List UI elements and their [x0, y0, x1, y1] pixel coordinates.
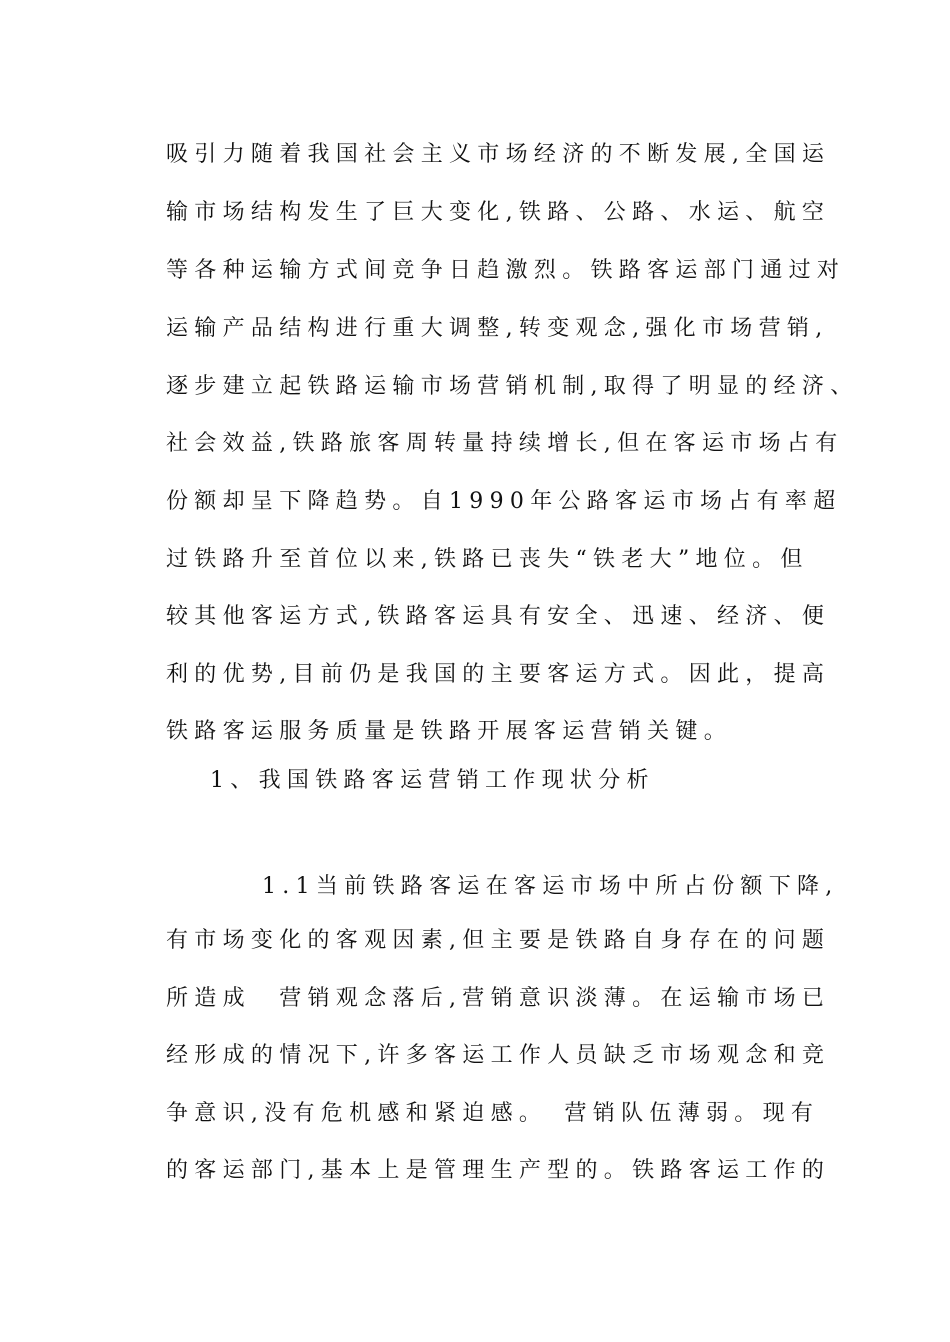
- paragraph-line: 输市场结构发生了巨大变化,铁路、公路、水运、航空: [166, 200, 831, 225]
- paragraph-line: 经形成的情况下,许多客运工作人员缺乏市场观念和竞: [166, 1043, 831, 1068]
- paragraph-line: 1.1当前铁路客运在客运市场中所占份额下降,: [262, 874, 839, 899]
- paragraph-line: 运输产品结构进行重大调整,转变观念,强化市场营销,: [166, 316, 829, 341]
- paragraph-line: 所造成 营销观念落后,营销意识淡薄。在运输市场已: [166, 986, 831, 1011]
- paragraph-line: 等各种运输方式间竞争日趋激烈。铁路客运部门通过对: [166, 258, 846, 283]
- paragraph-line: 社会效益,铁路旅客周转量持续增长,但在客运市场占有: [166, 431, 844, 456]
- paragraph-line: 有市场变化的客观因素,但主要是铁路自身存在的问题: [166, 928, 831, 953]
- paragraph-line: 较其他客运方式,铁路客运具有安全、迅速、经济、便: [166, 604, 831, 629]
- paragraph-line: 份额却呈下降趋势。自1990年公路客运市场占有率超: [166, 489, 842, 514]
- paragraph-line: 利的优势,目前仍是我国的主要客运方式。因此，提高: [166, 662, 831, 687]
- paragraph-line: 吸引力随着我国社会主义市场经济的不断发展,全国运: [166, 142, 831, 167]
- paragraph-line: 争意识,没有危机感和紧迫感。 营销队伍薄弱。现有: [166, 1101, 820, 1126]
- paragraph-line: 铁路客运服务质量是铁路开展客运营销关键。: [166, 719, 733, 744]
- paragraph-line: 的客运部门,基本上是管理生产型的。铁路客运工作的: [166, 1158, 831, 1183]
- section-heading: 1、我国铁路客运营销工作现状分析: [210, 768, 655, 793]
- paragraph-line: 过铁路升至首位以来,铁路已丧失“铁老大”地位。但: [166, 547, 809, 572]
- paragraph-line: 逐步建立起铁路运输市场营销机制,取得了明显的经济、: [166, 374, 859, 399]
